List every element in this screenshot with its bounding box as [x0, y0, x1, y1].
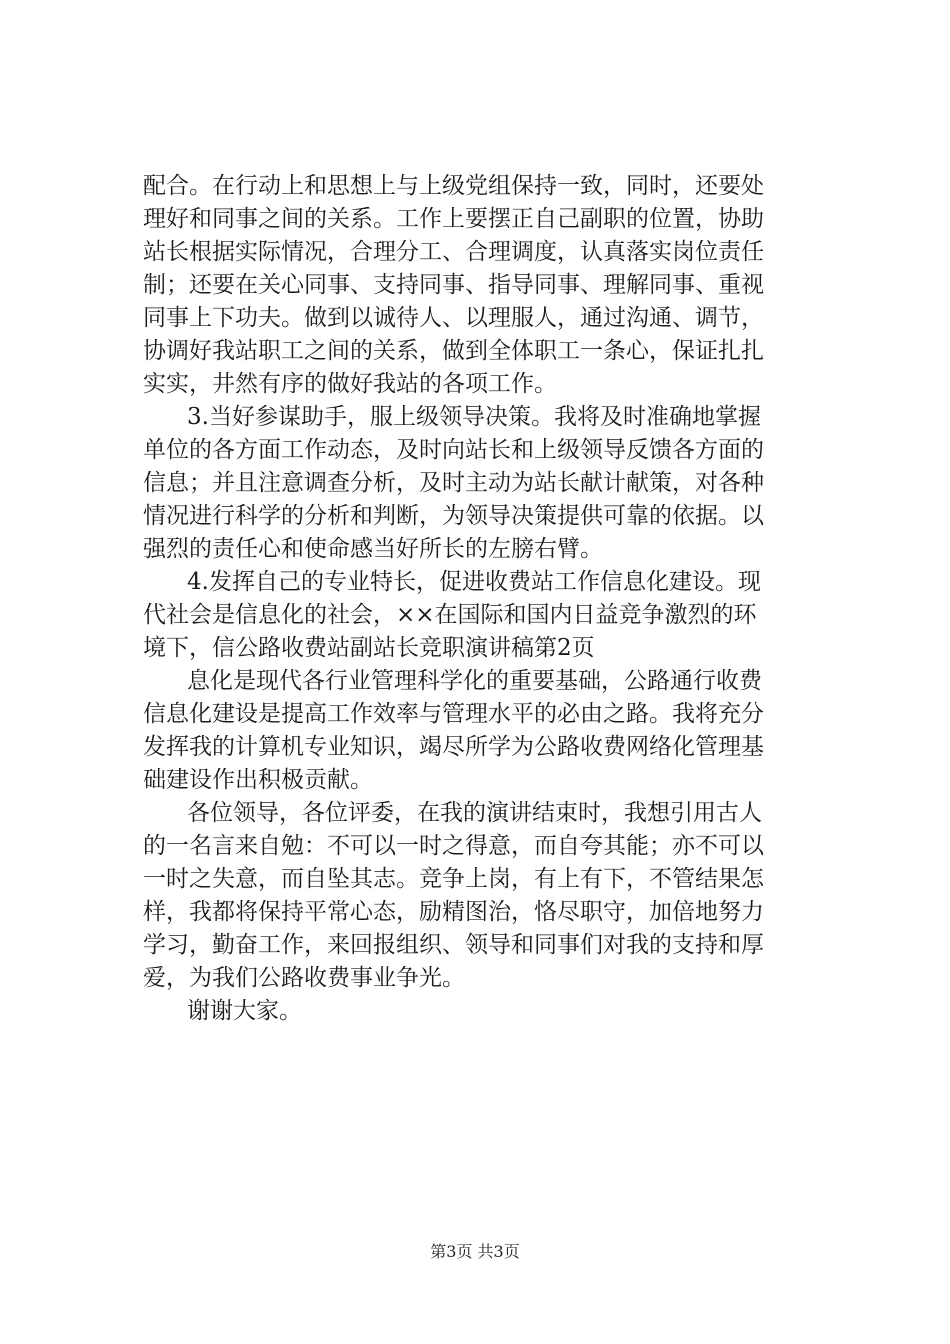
text-line: 的一名言来自勉：不可以一时之得意，而自夸其能；亦不可以: [143, 833, 764, 859]
text-line: 发挥我的计算机专业知识，竭尽所学为公路收费网络化管理基: [143, 734, 764, 760]
text-line: 各位领导，各位评委，在我的演讲结束时，我想引用古人: [187, 800, 762, 826]
text-line: 同事上下功夫。做到以诚待人、以理服人，通过沟通、调节，: [143, 305, 764, 331]
text-line: 代社会是信息化的社会，××在国际和国内日益竞争激烈的环: [143, 602, 757, 628]
text-line: 站长根据实际情况，合理分工、合理调度，认真落实岗位责任: [143, 239, 764, 265]
text-line: 情况进行科学的分析和判断，为领导决策提供可靠的依据。以: [143, 503, 764, 529]
page-footer: [0, 1240, 950, 1264]
text-line: 3.当好参谋助手，服上级领导决策。我将及时准确地掌握: [187, 404, 761, 430]
document-body: [143, 170, 815, 1028]
text-line: 学习，勤奋工作，来回报组织、领导和同事们对我的支持和厚: [143, 932, 764, 958]
text-line: 实实，井然有序的做好我站的各项工作。: [143, 371, 557, 397]
text-line: 信息；并且注意调查分析，及时主动为站长献计献策，对各种: [143, 470, 764, 496]
text-line: 4.发挥自己的专业特长，促进收费站工作信息化建设。现: [187, 569, 761, 595]
text-line: 谢谢大家。: [187, 998, 302, 1024]
text-line: 制；还要在关心同事、支持同事、指导同事、理解同事、重视: [143, 272, 764, 298]
text-line: 强烈的责任心和使命感当好所长的左膀右臂。: [143, 536, 603, 562]
text-line: 息化是现代各行业管理科学化的重要基础，公路通行收费: [187, 668, 762, 694]
text-line: 础建设作出积极贡献。: [143, 767, 373, 793]
text-line: 一时之失意，而自坠其志。竞争上岗，有上有下，不管结果怎: [143, 866, 764, 892]
text-line: 境下，信公路收费站副站长竞职演讲稿第2页: [143, 635, 595, 661]
text-line: 单位的各方面工作动态，及时向站长和上级领导反馈各方面的: [143, 437, 764, 463]
page-number-label: 第3页 共3页: [430, 1242, 520, 1261]
text-line: 信息化建设是提高工作效率与管理水平的必由之路。我将充分: [143, 701, 764, 727]
text-line: 爱，为我们公路收费事业争光。: [143, 965, 465, 991]
text-line: 样，我都将保持平常心态，励精图治，恪尽职守，加倍地努力: [143, 899, 764, 925]
text-line: 协调好我站职工之间的关系，做到全体职工一条心，保证扎扎: [143, 338, 764, 364]
text-line: 配合。在行动上和思想上与上级党组保持一致，同时，还要处: [143, 173, 764, 199]
text-line: 理好和同事之间的关系。工作上要摆正自己副职的位置，协助: [143, 206, 764, 232]
